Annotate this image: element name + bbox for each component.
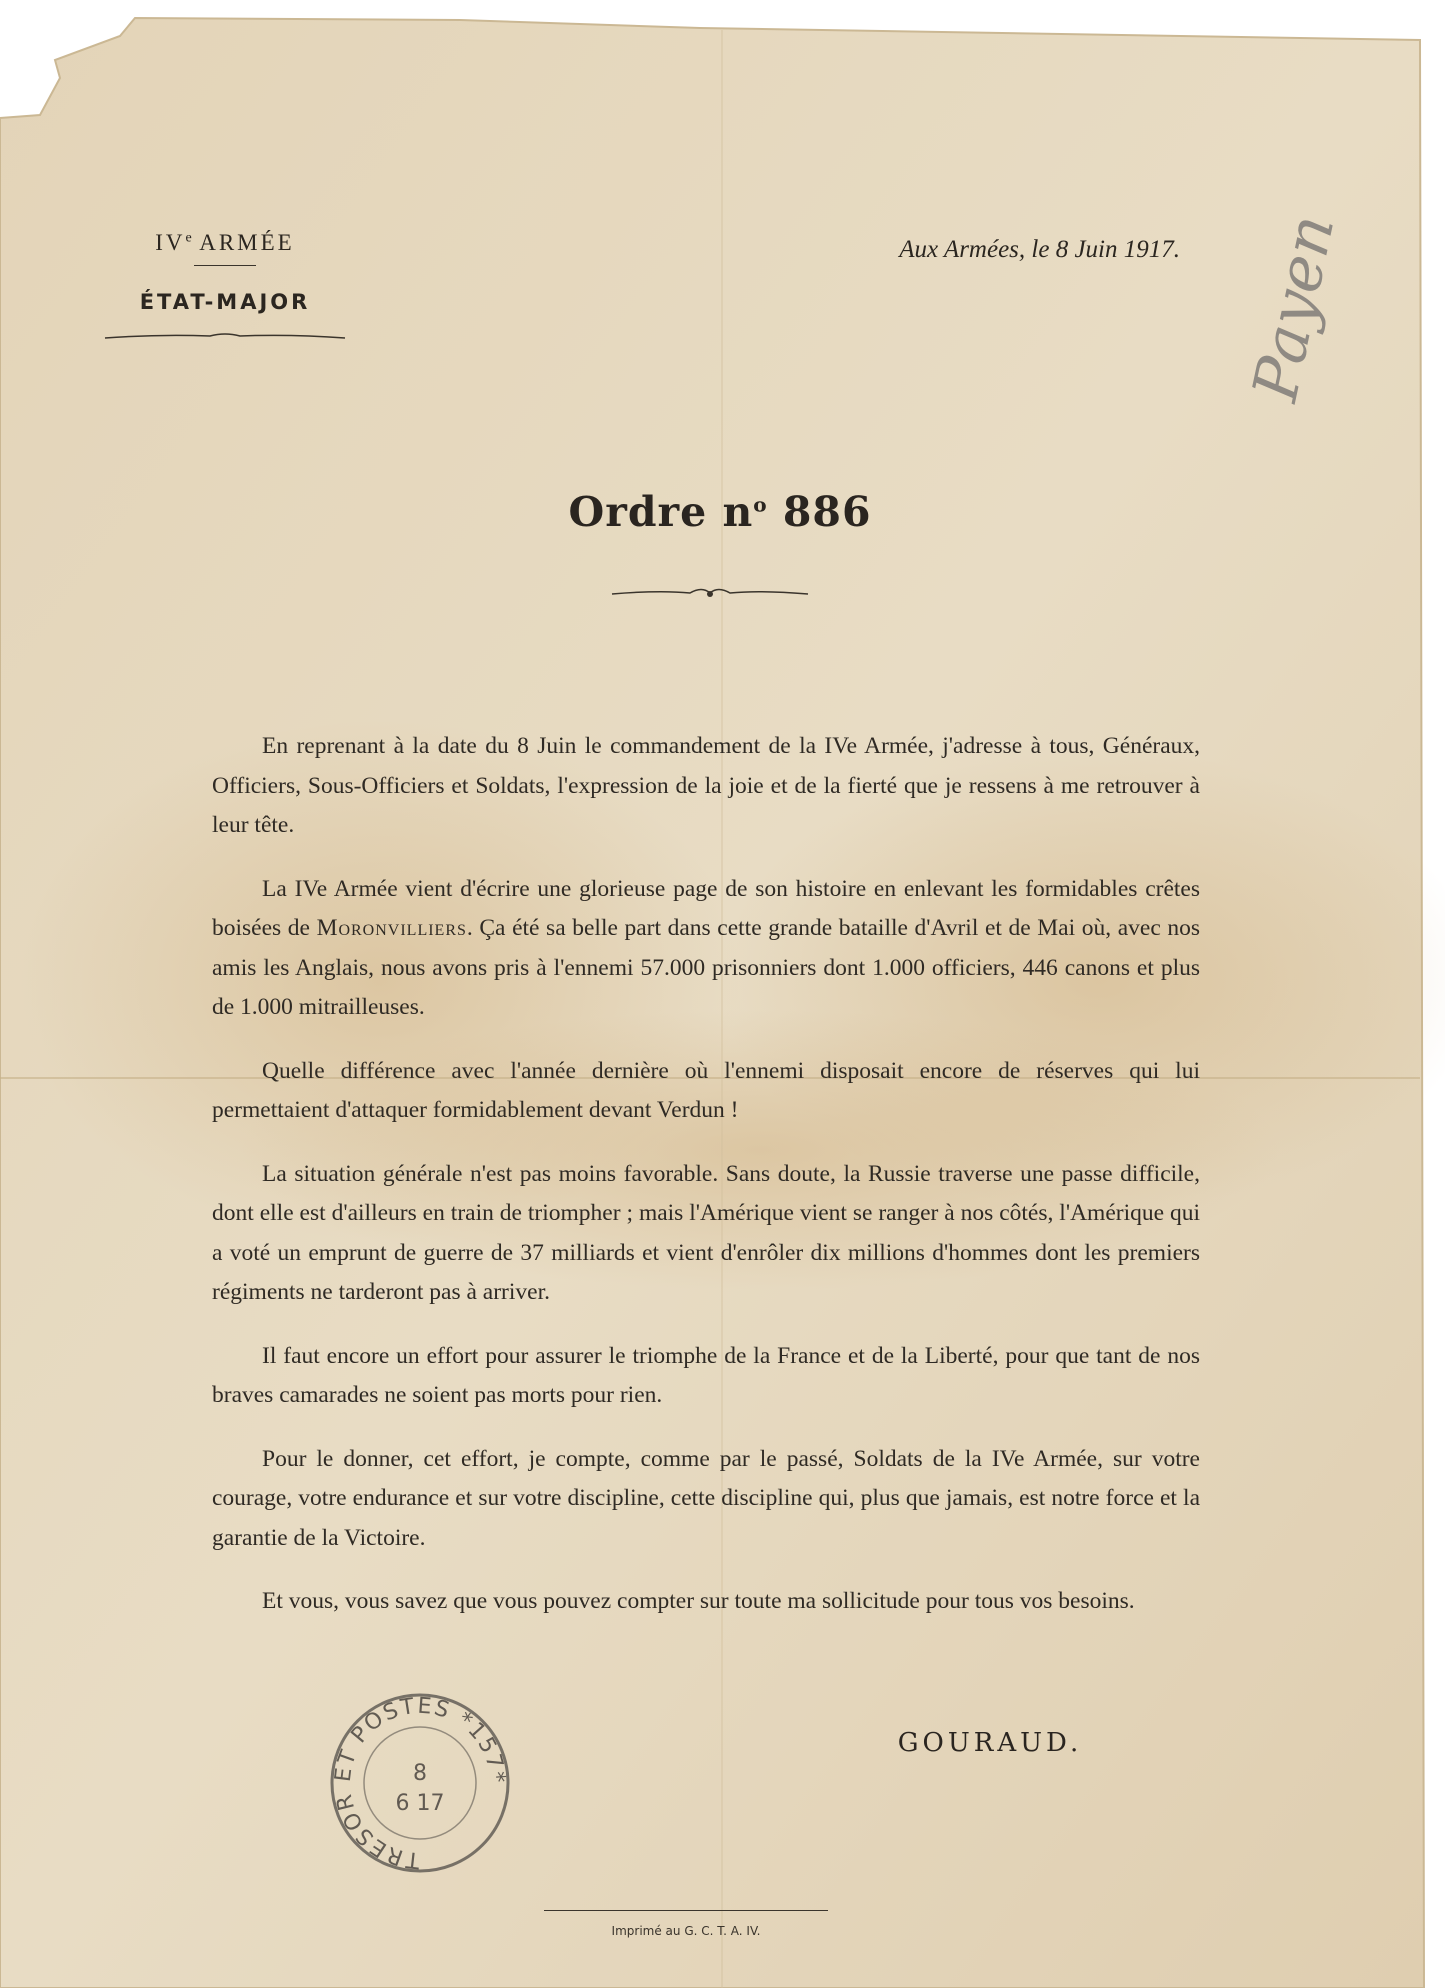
handwritten-annotation: Payen [1238, 208, 1349, 408]
printer-imprint: Imprimé au G. C. T. A. IV. [611, 1924, 761, 1938]
order-title: Ordre $n^o$ 886 [568, 488, 872, 536]
place-date: Aux Armées, le 8 Juin 1917. [899, 236, 1180, 263]
postal-stamp [325, 1688, 515, 1878]
paragraph-5: Il faut encore un effort pour assurer le triomphe de la France et de la Liberté, pour que tant de nos braves camarades ne soient pas morts pour rien. [212, 1342, 1200, 1408]
paragraph-3: Quelle différence avec l'année dernière où l'ennemi disposait encore de réserves qui lui permettaient d'attaquer formidablement devant Verdun ! [212, 1057, 1200, 1123]
header-unit [100, 230, 350, 350]
paragraph-7: Et vous, vous savez que vous pouvez compter sur toute ma sollicitude pour tous vos besoins. [262, 1588, 1135, 1614]
army-label: IVe ARMÉE [155, 230, 295, 255]
stamp-ring-text: TRESOR ET POSTES *157* [330, 1693, 510, 1873]
paragraph-4: La situation générale n'est pas moins favorable. Sans doute, la Russie traverse une passe difficile, dont elle est d'ailleurs en train de triompher ; mais l'Amérique vient se ranger à nos côtés, l'Amérique qui a voté un emprunt de guerre de 37 milliards et vient d'enrôler dix millions d'hommes dont les premiers régiments ne tarderont pas à arriver. [212, 1160, 1200, 1305]
paragraph-2: La IVe Armée vient d'écrire une glorieuse page de son histoire en enlevant les formidables crêtes boisées de Moronvilliers. Ça été sa belle part dans cette grande bataille d'Avril et de Mai où, avec nos amis les Anglais, nous avons pris à l'ennemi 57.000 prisonniers dont 1.000 officiers, 446 canons et plus de 1.000 mitrailleuses. [212, 875, 1200, 1020]
title-ornament [610, 584, 810, 604]
header-ornament [100, 326, 350, 346]
footer-rule [544, 1910, 828, 1911]
paragraph-6: Pour le donner, cet effort, je compte, comme par le passé, Soldats de la IVe Armée, sur votre courage, votre endurance et sur votre discipline, cette discipline qui, plus que jamais, est notre force et la garantie de la Victoire. [212, 1445, 1200, 1551]
signature: GOURAUD. [897, 1728, 1083, 1758]
staff-label: ÉTAT-MAJOR [139, 290, 311, 314]
paragraph-1: En reprenant à la date du 8 Juin le commandement de la IVe Armée, j'adresse à tous, Généraux, Officiers, Sous-Officiers et Soldats, l'expression de la joie et de la fierté que je ressens à me retrouver à leur tête. [212, 733, 1200, 838]
army-divider [194, 265, 256, 266]
stamp-date-top: 8 [413, 1761, 427, 1786]
stamp-date-bottom: 6 17 [395, 1791, 445, 1816]
order-body [212, 727, 1200, 1646]
